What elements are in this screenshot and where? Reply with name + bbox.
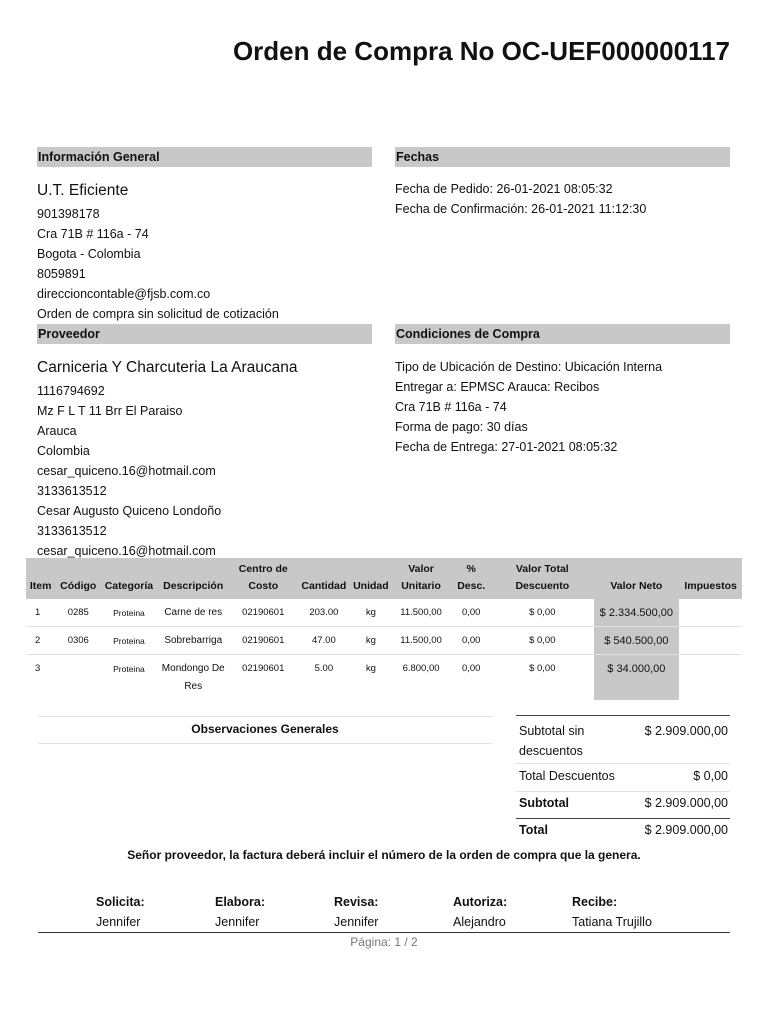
- cell-cantidad: 203.00: [297, 599, 351, 627]
- observations-bottom-rule: [38, 743, 492, 744]
- cell-descripcion: Carne de res: [157, 599, 230, 627]
- supplier-address: Mz F L T 11 Brr El Paraiso: [37, 404, 183, 418]
- cell-codigo: 0306: [55, 627, 101, 655]
- document-title: Orden de Compra No OC-UEF000000117: [232, 36, 730, 66]
- cell-unidad: kg: [365, 663, 376, 674]
- cell-descripcion: Mondongo De Res: [161, 663, 225, 692]
- signature-name: Alejandro: [453, 915, 506, 929]
- section-header-condiciones: Condiciones de Compra: [395, 324, 730, 344]
- col-centro-costo: Centro de Costo: [230, 558, 297, 599]
- cell-codigo: 0285: [55, 599, 101, 627]
- cell-valor-neto: $ 34.000,00: [594, 655, 680, 701]
- cell-item: 2: [26, 627, 55, 655]
- col-descuento-pct: % Desc.: [451, 558, 491, 599]
- cell-unidad: kg: [351, 627, 391, 655]
- totals-top-rule: [516, 715, 730, 716]
- company-nit: 901398178: [37, 207, 100, 221]
- cell-categoria: Proteina: [101, 599, 156, 627]
- descuentos-label: Total Descuentos: [519, 769, 615, 783]
- cell-centro-costo: 02190601: [242, 663, 285, 674]
- cell-item: 1: [26, 599, 55, 627]
- table-row: [26, 627, 742, 655]
- supplier-invoice-note: Señor proveedor, la factura deberá incluir el número de la orden de compra que la genera.: [127, 848, 641, 862]
- cell-item: 3: [35, 663, 41, 674]
- page-number: Página: 1 / 2: [350, 935, 418, 949]
- totals-rule: [516, 791, 730, 792]
- signature-solicita: [96, 892, 145, 932]
- subtotal-value: $ 2.909.000,00: [644, 796, 728, 810]
- signature-elabora: [215, 892, 265, 932]
- signature-name: Tatiana Trujillo: [572, 915, 652, 929]
- order-note: Orden de compra sin solicitud de cotización: [37, 307, 279, 321]
- company-phone: 8059891: [37, 267, 86, 281]
- dates-info: [395, 179, 646, 219]
- supplier-contact-email: cesar_quiceno.16@hotmail.com: [37, 544, 216, 558]
- cell-valor-total-descuento: $ 0,00: [491, 627, 593, 655]
- delivery-address: Cra 71B # 116a - 74: [395, 400, 507, 414]
- confirmation-date: Fecha de Confirmación: 26-01-2021 11:12:30: [395, 202, 647, 216]
- cell-descuento-pct: 0,00: [451, 599, 491, 627]
- col-categoria: Categoría: [101, 558, 156, 599]
- cell-valor-total-descuento: $ 0,00: [491, 599, 593, 627]
- col-unidad: Unidad: [351, 558, 391, 599]
- subtotal-sin-value: $ 2.909.000,00: [644, 724, 728, 738]
- cell-centro-costo: 02190601: [230, 627, 297, 655]
- footer-rule: [38, 932, 730, 933]
- items-table: [26, 558, 742, 700]
- cell-valor-unitario: 11.500,00: [391, 599, 452, 627]
- signature-role: Solicita:: [96, 895, 145, 909]
- col-valor-unitario: Valor Unitario: [391, 558, 452, 599]
- deliver-to: Entregar a: EPMSC Arauca: Recibos: [395, 380, 600, 394]
- company-email: direccioncontable@fjsb.com.co: [37, 287, 211, 301]
- col-item: Item: [26, 558, 55, 599]
- col-codigo: Código: [55, 558, 101, 599]
- subtotal-sin-label: Subtotal sin descuentos: [519, 724, 585, 758]
- cell-descuento-pct: 0,00: [451, 627, 491, 655]
- cell-impuestos: [679, 599, 742, 627]
- supplier-city: Arauca: [37, 424, 77, 438]
- total-label: Total: [519, 823, 548, 837]
- cell-valor-total-descuento: $ 0,00: [529, 663, 556, 674]
- supplier-contact-name: Cesar Augusto Quiceno Londoño: [37, 504, 222, 518]
- total-value: $ 2.909.000,00: [644, 823, 728, 837]
- company-address: Cra 71B # 116a - 74: [37, 227, 149, 241]
- totals-rule: [516, 818, 730, 819]
- table-row: [26, 599, 742, 627]
- signature-role: Autoriza:: [453, 895, 508, 909]
- section-header-general: Información General: [37, 147, 372, 167]
- cell-cantidad: 5.00: [314, 663, 334, 674]
- supplier-email: cesar_quiceno.16@hotmail.com: [37, 464, 216, 478]
- cell-unidad: kg: [351, 599, 391, 627]
- cell-valor-unitario: 11.500,00: [391, 627, 452, 655]
- destination-type: Tipo de Ubicación de Destino: Ubicación Interna: [395, 360, 663, 374]
- purchase-conditions: [395, 357, 662, 457]
- cell-centro-costo: 02190601: [230, 599, 297, 627]
- col-impuestos: Impuestos: [679, 558, 742, 599]
- cell-valor-neto: $ 2.334.500,00: [594, 599, 680, 627]
- section-header-fechas: Fechas: [395, 147, 730, 167]
- company-name: U.T. Eficiente: [37, 182, 129, 199]
- supplier-id: 1116794692: [37, 384, 105, 398]
- company-city: Bogota - Colombia: [37, 247, 141, 261]
- cell-categoria: Proteina: [113, 664, 145, 674]
- cell-codigo: [55, 655, 101, 701]
- cell-valor-neto: $ 540.500,00: [594, 627, 680, 655]
- col-descripcion: Descripción: [157, 558, 230, 599]
- col-valor-neto: Valor Neto: [594, 558, 680, 599]
- supplier-info: [37, 357, 298, 561]
- signature-name: Jennifer: [334, 915, 379, 929]
- signature-name: Jennifer: [96, 915, 141, 929]
- supplier-country: Colombia: [37, 444, 90, 458]
- section-header-proveedor: Proveedor: [37, 324, 372, 344]
- table-header-row: [26, 558, 742, 599]
- cell-impuestos: [679, 627, 742, 655]
- observations-title: Observaciones Generales: [191, 722, 339, 736]
- cell-categoria: Proteina: [101, 627, 156, 655]
- cell-valor-unitario: 6.800,00: [402, 663, 440, 674]
- observations-top-rule: [38, 716, 492, 717]
- cell-impuestos: [679, 655, 742, 701]
- cell-cantidad: 47.00: [297, 627, 351, 655]
- signature-autoriza: [453, 892, 507, 932]
- signature-revisa: [334, 892, 378, 932]
- totals-box: [516, 715, 730, 845]
- col-valor-total-descuento: Valor Total Descuento: [491, 558, 593, 599]
- totals-row-subtotal-sin: [516, 721, 730, 761]
- col-cantidad: Cantidad: [297, 558, 351, 599]
- delivery-date: Fecha de Entrega: 27-01-2021 08:05:32: [395, 440, 618, 454]
- signature-role: Recibe:: [572, 895, 618, 909]
- order-date: Fecha de Pedido: 26-01-2021 08:05:32: [395, 182, 613, 196]
- descuentos-value: $ 0,00: [693, 769, 728, 783]
- cell-descripcion: Sobrebarriga: [157, 627, 230, 655]
- totals-rule: [516, 763, 730, 764]
- signature-role: Revisa:: [334, 895, 379, 909]
- subtotal-label: Subtotal: [519, 796, 569, 810]
- general-info: [37, 180, 279, 324]
- table-row: [26, 655, 742, 701]
- supplier-phone: 3133613512: [37, 484, 107, 498]
- signature-role: Elabora:: [215, 895, 266, 909]
- supplier-contact-phone: 3133613512: [37, 524, 107, 538]
- signature-name: Jennifer: [215, 915, 260, 929]
- payment-terms: Forma de pago: 30 días: [395, 420, 528, 434]
- supplier-name: Carniceria Y Charcuteria La Araucana: [37, 359, 298, 376]
- signature-recibe: [572, 892, 652, 932]
- cell-descuento-pct: 0,00: [461, 663, 481, 674]
